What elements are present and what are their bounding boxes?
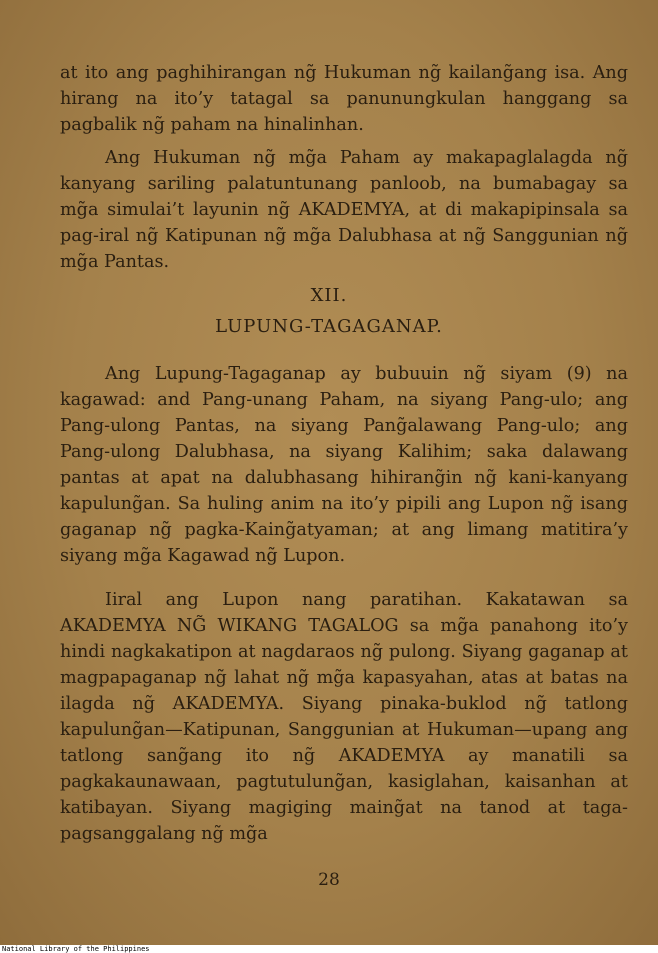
section-title: LUPUNG-TAGAGANAP.: [215, 316, 443, 337]
section-number: XII.: [310, 285, 348, 306]
paragraph-continuation: at ito ang paghihirangan ng̃ Hukuman ng̃ kailang̃ang isa. Ang hirang na ito’y tatagal sa panunungkulan hanggang sa pagbalik ng̃ paham na hinalinhan.: [60, 63, 628, 135]
paragraph-hukuman: Ang Hukuman ng̃ mg̃a Paham ay makapaglalagda ng̃ kanyang sariling palatuntunang panloob, na bumabagay sa mg̃a simulai’t layunin ng̃ AKADEMYA, at di makapipinsala sa pag-iral ng̃ Katipunan ng̃ mg̃a Dalubhasa at ng̃ Sanggunian ng̃ mg̃a Pantas.: [60, 148, 628, 272]
paragraph-iiral: Iiral ang Lupon nang paratihan. Kakatawan sa AKADEMYA NG̃ WIKANG TAGALOG sa mg̃a panahong ito’y hindi nagkakatipon at nagdaraos ng̃ pulong. Siyang gaganap at magpapaganap ng̃ lahat ng̃ mg̃a kapasyahan, atas at batas na ilagda ng̃ AKADEMYA. Siyang pinaka-buklod ng̃ tatlong kapulung̃an—Katipunan, Sanggunian at Hukuman—upang ang tatlong sang̃ang ito ng̃ AKADEMYA ay manatili sa pagkakaunawaan, pagtutulung̃an, kasiglahan, kaisanhan at katibayan. Siyang magiging maing̃at na tanod at taga-pagsanggalang ng̃ mg̃a: [60, 590, 628, 844]
paragraph-lupung-tagaganap: Ang Lupung-Tagaganap ay bubuuin ng̃ siyam (9) na kagawad: and Pang-unang Paham, na siyang Pang-ulo; ang Pang-ulong Pantas, na siyang Pang̃alawang Pang-ulo; ang Pang-ulong Dalubhasa, na siyang Kalihim; saka dalawang pantas at apat na dalubhasang hihirang̃in ng̃ kani-kanyang kapulung̃an. Sa huling anim na ito’y pipili ang Lupon ng̃ isang gaganap ng̃ pagka-Kaing̃atyaman; at ang limang matitira’y siyang mg̃a Kagawad ng̃ Lupon.: [60, 364, 628, 566]
library-footer: National Library of the Philippines: [2, 945, 150, 953]
page-number: 28: [318, 870, 340, 890]
